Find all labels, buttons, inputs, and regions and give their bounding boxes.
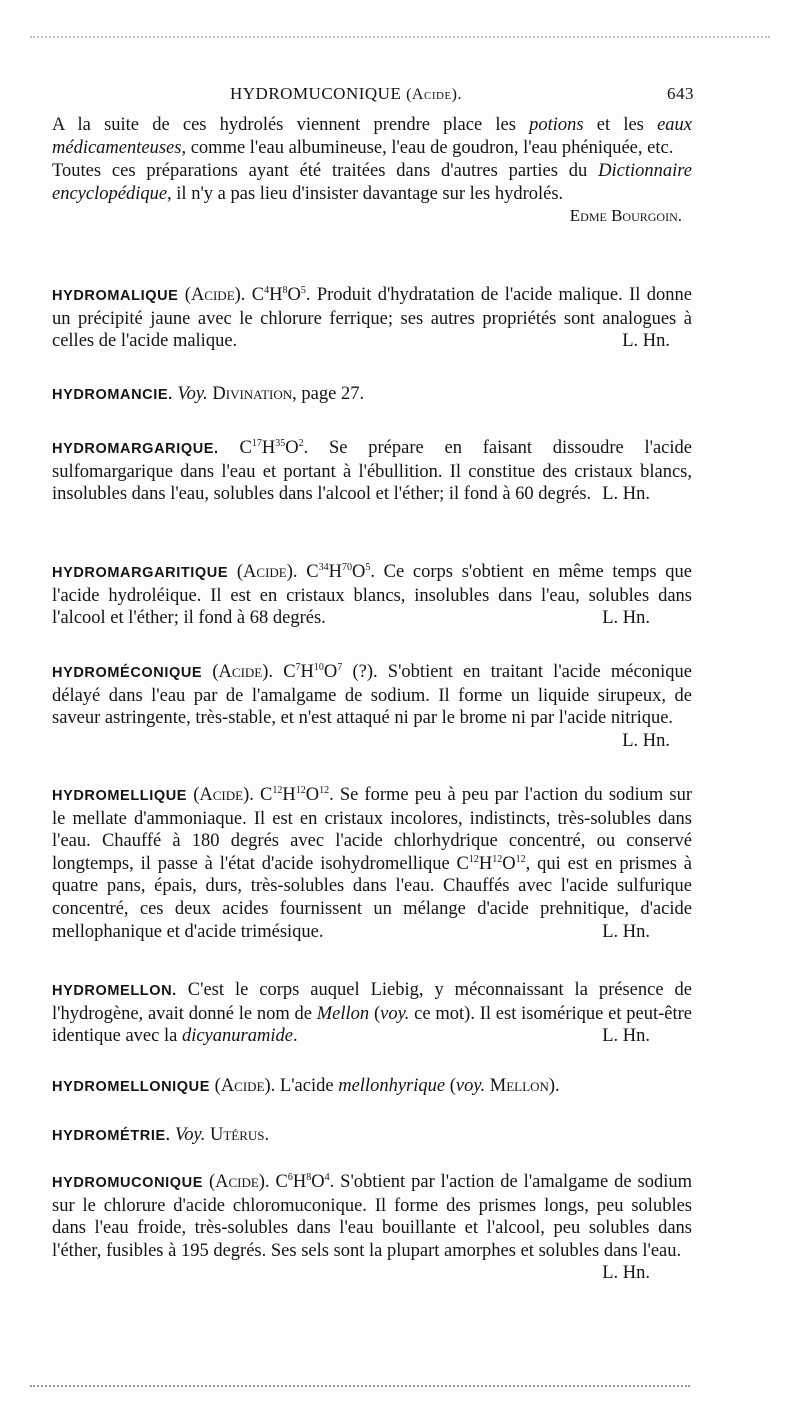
entry-signature: L. Hn. bbox=[622, 730, 670, 751]
entry-hydromargaritique bbox=[52, 561, 692, 630]
entry-body: C'est le corps auquel Liebig, y méconnaissant la présence de l'hydrogène, avait donné le nom de bbox=[52, 980, 692, 1024]
entry-formula bbox=[276, 1172, 330, 1192]
entry-formula bbox=[260, 785, 329, 805]
formula-sub: 12 bbox=[468, 853, 479, 865]
formula-part: C bbox=[251, 285, 265, 305]
formula-sub: 10 bbox=[313, 662, 324, 673]
entry-crossref: Utérus bbox=[209, 1125, 265, 1145]
formula-sub: 5 bbox=[300, 285, 306, 296]
intro-text: et les bbox=[583, 115, 658, 135]
running-title bbox=[230, 84, 462, 104]
entry-text bbox=[52, 1171, 692, 1284]
entry-hydromancie bbox=[52, 383, 692, 407]
formula-part: C bbox=[239, 438, 252, 458]
entry-body: . S'obtient par l'action de l'amalgame de sodium sur le chlorure d'acide chloromuconique. Il forme des prismes longs, peu solubles dans l'eau froide, très-solubles dans l'eau bouillante et l'alcool, peu solubles dans l'éther, fusibles à 195 degrés. Ses sels sont la plupart amorphes et solubles dans l'eau. bbox=[52, 1172, 692, 1261]
entry-body: (?). S'obtient en traitant l'acide méconique délayé dans l'eau par de l'amalgame de sodium. Il forme un liquide sirupeux, de saveur astringente, très-stable, et n'est attaqué ni par le brome ni par l'acide nitrique. bbox=[52, 662, 693, 729]
entry-formula bbox=[283, 662, 342, 682]
formula-part: H bbox=[292, 1172, 307, 1192]
entry-body: . bbox=[292, 1026, 298, 1047]
formula-sub: 12 bbox=[272, 785, 283, 796]
entry-tag: (Acide). bbox=[236, 562, 298, 582]
running-title-suffix: (Acide). bbox=[406, 86, 462, 103]
entry-body: ( bbox=[445, 1076, 456, 1096]
entry-headword: HYDROMELLONIQUE bbox=[52, 1079, 211, 1095]
formula-sub: 34 bbox=[318, 562, 329, 573]
page-number: 643 bbox=[667, 84, 694, 103]
entry-headword: HYDROMELLON. bbox=[52, 983, 177, 999]
formula-part: O bbox=[305, 785, 320, 805]
dictionary-page bbox=[52, 0, 692, 1422]
entry-signature: L. Hn. bbox=[602, 1026, 650, 1047]
entry-headword: HYDROMARGARITIQUE bbox=[52, 565, 229, 581]
formula-part: C bbox=[275, 1172, 288, 1192]
entry-tag: (Acide). bbox=[193, 785, 254, 805]
entry-body: ce mot). Il est isomérique et peut-être identique avec la bbox=[52, 1003, 692, 1047]
intro-italic-potions: potions bbox=[529, 115, 584, 135]
entry-headword: HYDROMÉTRIE. bbox=[52, 1128, 171, 1144]
entry-body: , page 27. bbox=[292, 384, 365, 404]
entry-formula bbox=[239, 438, 303, 458]
entry-hydromuconique bbox=[52, 1171, 692, 1285]
entry-text bbox=[52, 561, 692, 630]
entry-tag: (Acide). bbox=[212, 662, 274, 682]
entry-formula bbox=[306, 562, 370, 582]
entry-text bbox=[52, 979, 692, 1048]
entry-signature: L. Hn. bbox=[622, 331, 670, 352]
bottom-scan-marks bbox=[30, 1385, 690, 1389]
intro-text: Toutes ces préparations ayant été traitées dans d'autres parties du bbox=[52, 161, 599, 182]
intro-italic-dictionnaire: Dictionnaire encyclopédique bbox=[52, 161, 692, 204]
formula-part: O bbox=[351, 562, 366, 582]
formula-part: H bbox=[478, 853, 493, 874]
entry-italic: dicyanuramide bbox=[181, 1026, 293, 1047]
formula-part: H bbox=[282, 785, 296, 805]
entry-crossref: Mellon bbox=[489, 1076, 549, 1096]
formula-part: C bbox=[259, 785, 273, 805]
formula-sub: 7 bbox=[337, 662, 343, 673]
entry-body: ( bbox=[369, 1003, 381, 1024]
entry-signature: L. Hn. bbox=[602, 484, 650, 505]
entry-headword: HYDROMARGARIQUE. bbox=[52, 441, 219, 457]
entry-text bbox=[52, 1075, 692, 1099]
formula-sub: 12 bbox=[515, 853, 526, 865]
formula-sub: 8 bbox=[282, 285, 288, 296]
entry-body: . Produit d'hydratation de l'acide malique. Il donne un précipité jaune avec le chlorure ferrique; ses autres propriétés sont analogues à celles de l'acide malique. bbox=[52, 285, 692, 352]
formula-sub: 35 bbox=[275, 438, 286, 449]
entry-signature: L. Hn. bbox=[602, 1263, 650, 1284]
formula-sub: 12 bbox=[295, 785, 306, 796]
intro-text: , comme l'eau albumineuse, l'eau de goudron, l'eau phéniquée, etc. bbox=[181, 137, 674, 158]
formula-part: O bbox=[502, 853, 516, 874]
formula-sub: 12 bbox=[492, 853, 503, 865]
entry-hydromellon bbox=[52, 979, 692, 1048]
entry-text bbox=[52, 661, 693, 751]
entry-formula bbox=[252, 285, 306, 305]
entry-body: . Se prépare en faisant dissoudre l'acide sulfomargarique dans l'eau et portant à l'ébullition. Il constitue des cristaux blancs, insolubles dans l'eau, solubles dans l'alcool et l'éther; il fond à 60 degrés. bbox=[52, 438, 692, 505]
formula-sub: 2 bbox=[298, 438, 304, 449]
intro-paragraph-1 bbox=[52, 114, 692, 159]
entry-headword: HYDROMALIQUE bbox=[52, 288, 179, 304]
entry-tag: (Acide). bbox=[208, 1172, 270, 1192]
entry-italic: Mellon bbox=[316, 1003, 370, 1024]
entry-signature: L. Hn. bbox=[602, 608, 650, 629]
entry-text bbox=[52, 284, 692, 353]
entry-text bbox=[52, 784, 692, 943]
entry-voy: Voy. bbox=[175, 1125, 206, 1145]
formula-sub: 70 bbox=[341, 562, 352, 573]
formula-part: O bbox=[323, 662, 338, 682]
formula-part: O bbox=[311, 1172, 325, 1192]
formula-sub: 6 bbox=[287, 1172, 293, 1183]
intro-paragraph-2 bbox=[52, 160, 692, 205]
intro-text: A la suite de ces hydrolés viennent prendre place les bbox=[52, 115, 530, 135]
entry-body: . Se forme peu à peu par l'action du sodium sur le mellate d'ammoniaque. Il est en cristaux incolores, indistincts, très-solubles dans l'eau. Chauffé à 180 degrés avec l'acide chlorhydrique concentré, ou conservé longtemps, il passe à l'état d'acide isohydromellique C bbox=[52, 785, 693, 874]
intro-block bbox=[52, 114, 692, 228]
entry-headword: HYDROMELLIQUE bbox=[52, 788, 188, 804]
entry-voy: Voy. bbox=[177, 384, 208, 404]
formula-sub: 5 bbox=[365, 562, 371, 573]
formula-sub: 17 bbox=[251, 438, 262, 449]
entry-italic: voy. bbox=[455, 1076, 486, 1096]
entry-body: . bbox=[264, 1125, 270, 1145]
entry-text bbox=[52, 437, 692, 506]
entry-hydrometrie bbox=[52, 1124, 692, 1148]
entry-hydromellique bbox=[52, 784, 692, 943]
formula-part: H bbox=[261, 438, 276, 458]
entry-tag: (Acide). bbox=[214, 1076, 276, 1096]
entry-headword: HYDROMUCONIQUE bbox=[52, 1175, 203, 1191]
entry-hydromellonique bbox=[52, 1075, 692, 1099]
running-header bbox=[52, 84, 692, 110]
formula-sub: 4 bbox=[324, 1172, 330, 1183]
formula-sub: 7 bbox=[295, 662, 301, 673]
formula-sub: 8 bbox=[306, 1172, 312, 1183]
formula-part: H bbox=[300, 662, 314, 682]
entry-italic: voy. bbox=[380, 1003, 410, 1024]
formula-part: C bbox=[283, 662, 296, 682]
intro-text: , il n'y a pas lieu d'insister davantage sur les hydrolés. bbox=[167, 183, 564, 204]
entry-hydromeconique bbox=[52, 661, 692, 752]
entry-italic: mellonhyrique bbox=[338, 1076, 446, 1096]
formula-sub: 4 bbox=[264, 285, 270, 296]
entry-headword: HYDROMÉCONIQUE bbox=[52, 665, 203, 681]
formula-part: H bbox=[328, 562, 342, 582]
entry-text bbox=[52, 1124, 692, 1148]
entry-body: ). bbox=[548, 1076, 560, 1096]
intro-signature: Edme Bourgoin. bbox=[569, 206, 682, 226]
formula-part: O bbox=[287, 285, 301, 305]
formula-part: O bbox=[285, 438, 299, 458]
entry-headword: HYDROMANCIE. bbox=[52, 387, 173, 403]
entry-text bbox=[52, 383, 692, 407]
entry-body: , qui est en prismes à quatre pans, épais, durs, très-solubles dans l'eau. Chauffés avec l'acide sulfurique concentré, ces deux acides fournissent un mélange d'acide prehnitique, d'acide mellophanique et d'acide trimésique. bbox=[52, 853, 692, 942]
formula-part: H bbox=[269, 285, 283, 305]
entry-crossref: Divination bbox=[212, 384, 293, 404]
formula-sub: 12 bbox=[319, 785, 330, 796]
entry-tag: (Acide). bbox=[184, 285, 246, 305]
entry-body: L'acide bbox=[275, 1076, 339, 1096]
entry-body: . Ce corps s'obtient en même temps que l'acide hydroléique. Il est en cristaux blancs, insolubles dans l'eau, solubles dans l'alcool et l'éther; il fond à 68 degrés. bbox=[52, 562, 693, 629]
formula-part: C bbox=[306, 562, 319, 582]
entry-hydromargarique bbox=[52, 437, 692, 506]
intro-italic-eaux: eaux médicamenteuses bbox=[52, 115, 693, 158]
entry-signature: L. Hn. bbox=[602, 921, 650, 942]
entry-hydromalique bbox=[52, 284, 692, 353]
running-title-text: HYDROMUCONIQUE bbox=[230, 84, 402, 103]
